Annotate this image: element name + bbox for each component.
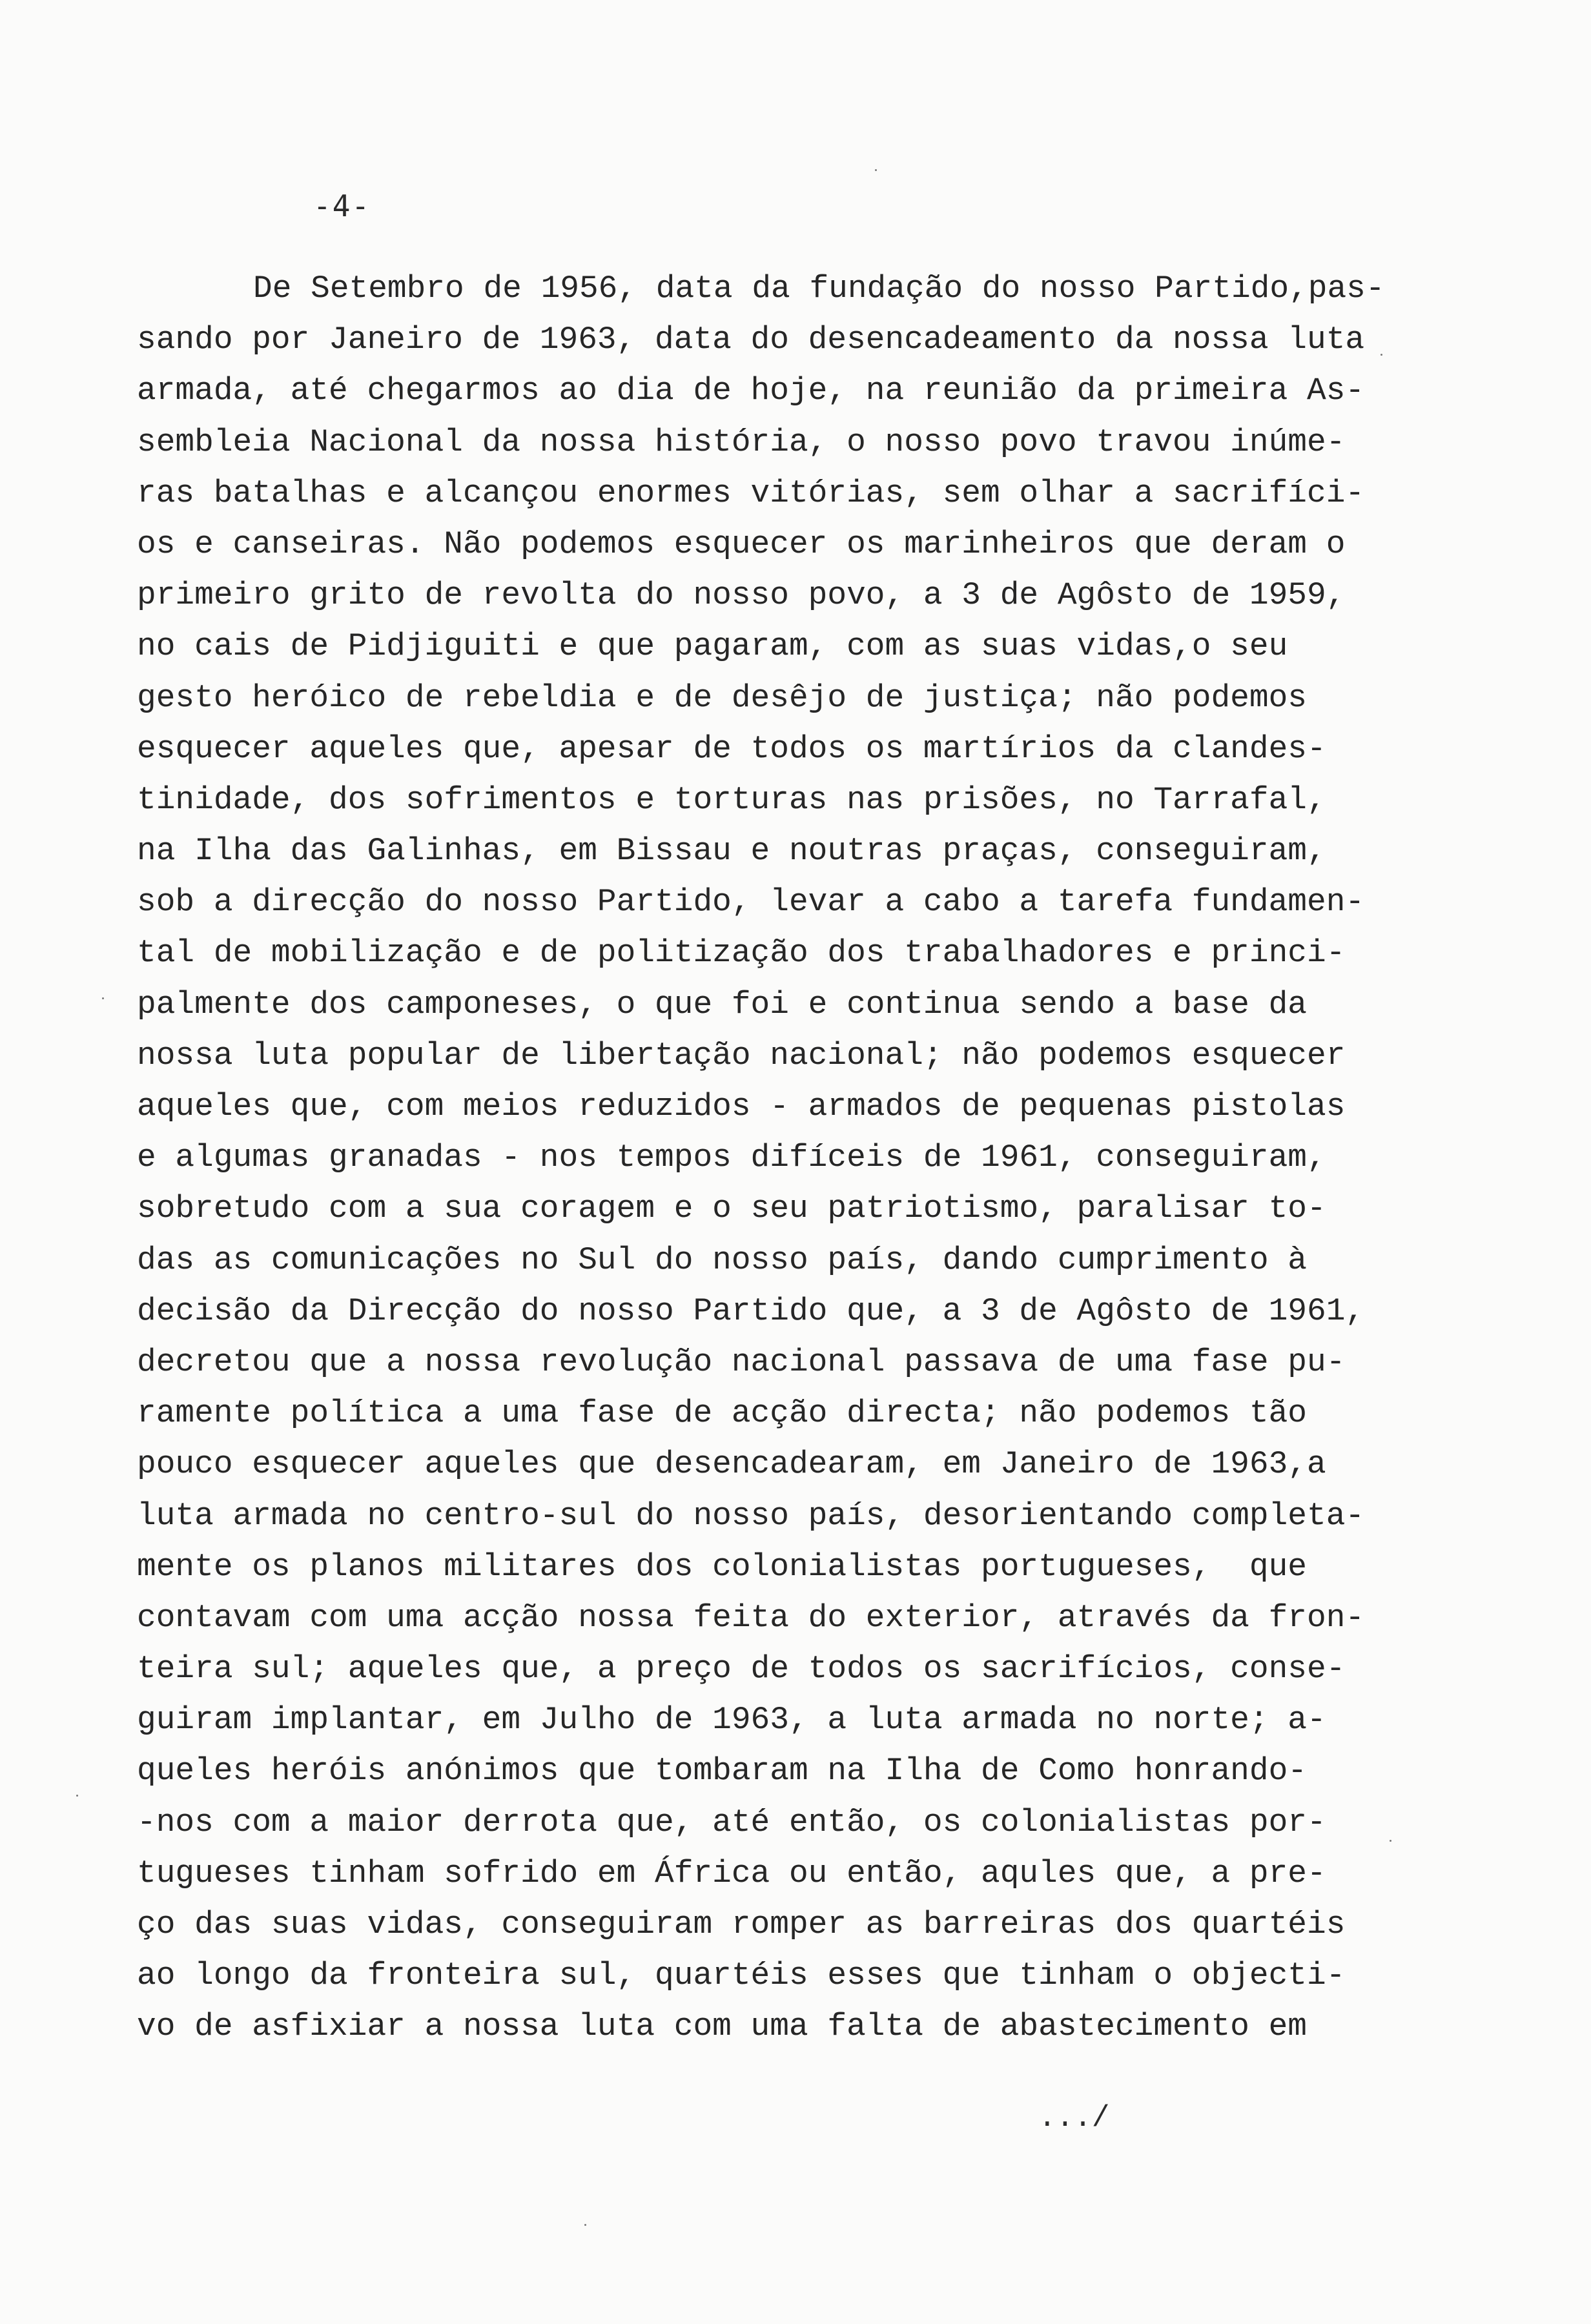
scan-speck: [1390, 1840, 1391, 1842]
text-line: e algumas granadas - nos tempos difíceis de 1961, conseguiram,: [137, 1139, 1326, 1176]
text-line: tal de mobilização e de politização dos trabalhadores e princi-: [137, 935, 1346, 972]
text-line: teira sul; aqueles que, a preço de todos os sacrifícios, conse-: [137, 1651, 1346, 1687]
text-line: mente os planos militares dos colonialistas portugueses, que: [137, 1548, 1307, 1585]
text-line: sob a direcção do nosso Partido, levar a cabo a tarefa fundamen-: [137, 884, 1365, 921]
text-line: decisão da Direcção do nosso Partido que, a 3 de Agôsto de 1961,: [137, 1292, 1365, 1329]
text-line: ço das suas vidas, conseguiram romper as barreiras dos quartéis: [137, 1906, 1346, 1942]
text-line: gesto heróico de rebeldia e de desêjo de justiça; não podemos: [137, 679, 1307, 716]
continuation-mark: .../: [1038, 2101, 1110, 2135]
page-number: -4-: [313, 189, 371, 223]
text-line: sembleia Nacional da nossa história, o nosso povo travou inúme-: [137, 423, 1346, 460]
text-line: ao longo da fronteira sul, quartéis esses que tinham o objecti-: [137, 1957, 1346, 1994]
text-line: ras batalhas e alcançou enormes vitórias, sem olhar a sacrifíci-: [137, 474, 1365, 511]
text-line: no cais de Pidjiguiti e que pagaram, com as suas vidas,o seu: [137, 628, 1288, 665]
text-line: nossa luta popular de libertação nacional; não podemos esquecer: [137, 1037, 1346, 1074]
text-line: das as comunicações no Sul do nosso país, dando cumprimento à: [137, 1241, 1307, 1278]
scan-speck: [875, 169, 877, 171]
text-line: sobretudo com a sua coragem e o seu patriotismo, paralisar to-: [137, 1190, 1326, 1227]
text-line: De Setembro de 1956, data da fundação do nosso Partido,pas-: [253, 270, 1385, 307]
text-line: guiram implantar, em Julho de 1963, a luta armada no norte; a-: [137, 1702, 1326, 1738]
text-line: tinidade, dos sofrimentos e torturas nas prisões, no Tarrafal,: [137, 781, 1326, 818]
text-line: os e canseiras. Não podemos esquecer os marinheiros que deram o: [137, 525, 1346, 562]
text-line: ramente política a uma fase de acção directa; não podemos tão: [137, 1395, 1307, 1432]
text-line: -nos com a maior derrota que, até então, os colonialistas por-: [137, 1804, 1326, 1840]
scan-speck: [102, 997, 104, 999]
text-line: esquecer aqueles que, apesar de todos os martírios da clandes-: [137, 730, 1326, 767]
text-line: decretou que a nossa revolução nacional passava de uma fase pu-: [137, 1343, 1346, 1380]
text-line: sando por Janeiro de 1963, data do desencadeamento da nossa luta: [137, 321, 1365, 358]
scan-speck: [584, 2224, 586, 2226]
text-line: tugueses tinham sofrido em África ou então, aqules que, a pre-: [137, 1855, 1326, 1891]
text-line: palmente dos camponeses, o que foi e continua sendo a base da: [137, 986, 1307, 1023]
text-line: contavam com uma acção nossa feita do exterior, através da fron-: [137, 1599, 1365, 1636]
text-line: aqueles que, com meios reduzidos - armados de pequenas pistolas: [137, 1088, 1346, 1125]
scan-speck: [1381, 354, 1382, 356]
text-line: pouco esquecer aqueles que desencadearam, em Janeiro de 1963,a: [137, 1446, 1326, 1483]
text-line: na Ilha das Galinhas, em Bissau e noutras praças, conseguiram,: [137, 833, 1326, 870]
text-line: queles heróis anónimos que tombaram na Ilha de Como honrando-: [137, 1753, 1307, 1789]
body-text: [137, 263, 1428, 2053]
text-line: luta armada no centro-sul do nosso país, desorientando completa-: [137, 1497, 1365, 1534]
scan-speck: [76, 1795, 78, 1797]
text-line: vo de asfixiar a nossa luta com uma falta de abastecimento em: [137, 2008, 1307, 2045]
text-line: armada, até chegarmos ao dia de hoje, na reunião da primeira As-: [137, 372, 1365, 409]
text-line: primeiro grito de revolta do nosso povo, a 3 de Agôsto de 1959,: [137, 577, 1346, 614]
